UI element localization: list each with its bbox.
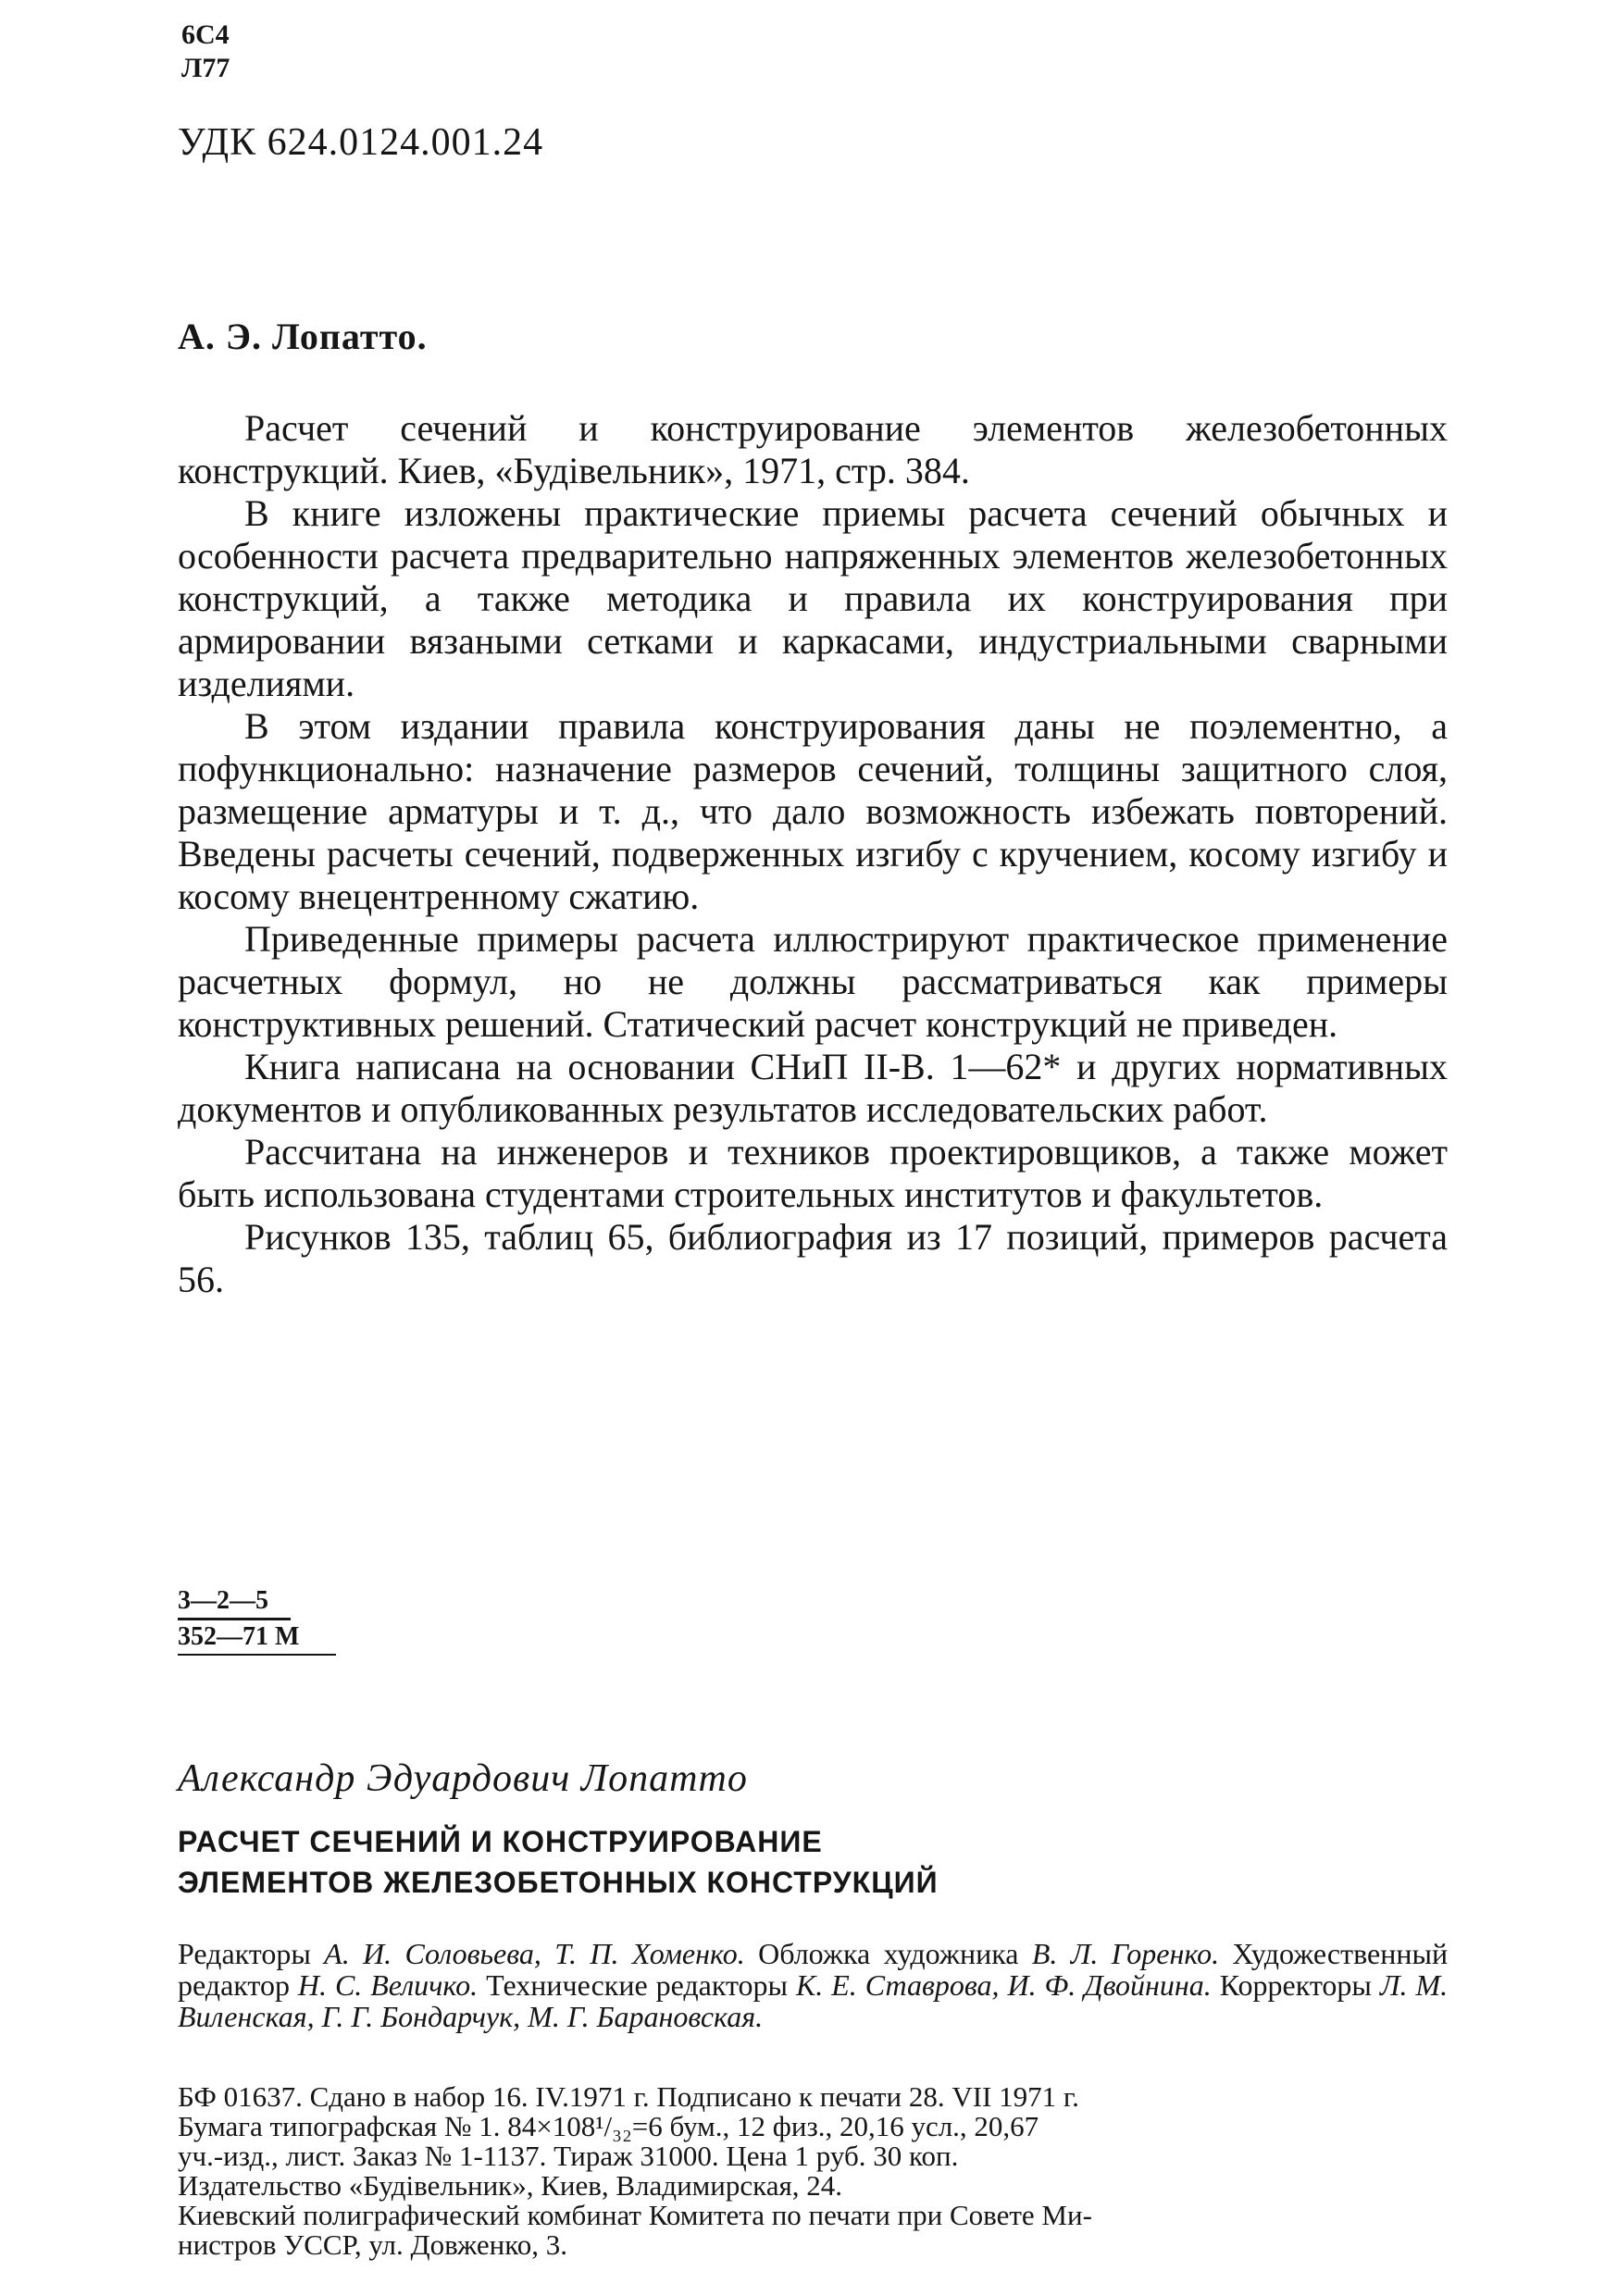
tech-editors: К. Е. Ставрова, И. Ф. Двойнина. [796, 1968, 1212, 2002]
art-editor-label: Художественный редактор [178, 1937, 1449, 2002]
imprint-line: БФ 01637. Сдано в набор 16. IV.1971 г. Подписано к печати 28. VII 1971 г. [178, 2080, 1079, 2113]
imprint-line: нистров УССР, ул. Довженко, 3. [178, 2228, 568, 2261]
editors-credits [178, 1938, 1448, 2032]
publication-code-bottom: 352—71 М [178, 1620, 336, 1656]
abstract [178, 407, 1448, 1301]
udk-code: УДК 624.0124.001.24 [178, 121, 544, 164]
publication-code [178, 1584, 336, 1656]
imprint-line: Издательство «Будівельник», Киев, Владимирская, 24. [178, 2169, 842, 2202]
imprint-line: Бумага типографская № 1. 84×108¹/₃₂=6 бум., 12 физ., 20,16 усл., 20,67 [178, 2110, 1039, 2142]
art-editor: Н. С. Величко. [297, 1968, 479, 2002]
editors-names: А. И. Соловьева, Т. П. Хоменко. [324, 1937, 745, 1970]
library-index [181, 19, 230, 85]
book-title-line-1: РАСЧЕТ СЕЧЕНИЙ И КОНСТРУИРОВАНИЕ [178, 1825, 823, 1858]
abstract-paragraph: Книга написана на основании СНиП II-В. 1—62* и других нормативных документов и опубликованных результатов исследовательских работ. [178, 1046, 1448, 1130]
cover-artist: В. Л. Горенко. [1031, 1937, 1220, 1970]
library-index-line-1: 6С4 [181, 19, 230, 50]
printing-imprint [178, 2082, 1448, 2260]
imprint-line: уч.-изд., лист. Заказ № 1-1137. Тираж 31000. Цена 1 руб. 30 коп. [178, 2140, 959, 2172]
book-title-line-2: ЭЛЕМЕНТОВ ЖЕЛЕЗОБЕТОННЫХ КОНСТРУКЦИЙ [178, 1866, 939, 1899]
editors-label: Редакторы [178, 1937, 311, 1970]
cover-label: Обложка художника [758, 1937, 1019, 1970]
library-index-line-2: Л77 [181, 53, 230, 83]
tech-editors-label: Технические редакторы [486, 1968, 789, 2002]
author-full-name: Александр Эдуардович Лопатто [178, 1757, 748, 1800]
publication-code-top: 3—2—5 [178, 1584, 291, 1620]
abstract-paragraph: Расчет сечений и конструирование элементов железобетонных конструкций. Киев, «Будівельник», 1971, стр. 384. [178, 407, 1448, 491]
author-short: А. Э. Лопатто. [178, 316, 428, 357]
imprint-line: Киевский полиграфический комбинат Комитета по печати при Совете Ми- [178, 2199, 1092, 2231]
abstract-paragraph: В книге изложены практические приемы расчета сечений обычных и особенности расчета предварительно напряженных элементов железобетонных конструкций, а также методика и правила их конструирования при армировании вязаными сетками и каркасами, индустриальными сварными изделиями. [178, 492, 1448, 704]
abstract-paragraph: Рассчитана на инженеров и техников проектировщиков, а также может быть использована студентами строительных институтов и факультетов. [178, 1131, 1448, 1215]
abstract-paragraph: Приведенные примеры расчета иллюстрируют практическое применение расчетных формул, но не должны рассматриваться как примеры конструктивных решений. Статический расчет конструкций не приведен. [178, 918, 1448, 1045]
proofreaders: Л. М. Виленская, Г. Г. Бондарчук, М. Г. Барановская. [178, 1968, 1449, 2033]
abstract-paragraph: Рисунков 135, таблиц 65, библиография из 17 позиций, примеров расчета 56. [178, 1216, 1448, 1300]
abstract-paragraph: В этом издании правила конструирования даны не поэлементно, а пофункционально: назначение размеров сечений, толщины защитного слоя, размещение арматуры и т. д., что дало возможность избежать повторений. Введены расчеты сечений, подверженных изгибу с кручением, косому изгибу и косому внецентренному сжатию. [178, 705, 1448, 917]
proofreaders-label: Корректоры [1219, 1968, 1372, 2002]
book-title [178, 1821, 939, 1903]
